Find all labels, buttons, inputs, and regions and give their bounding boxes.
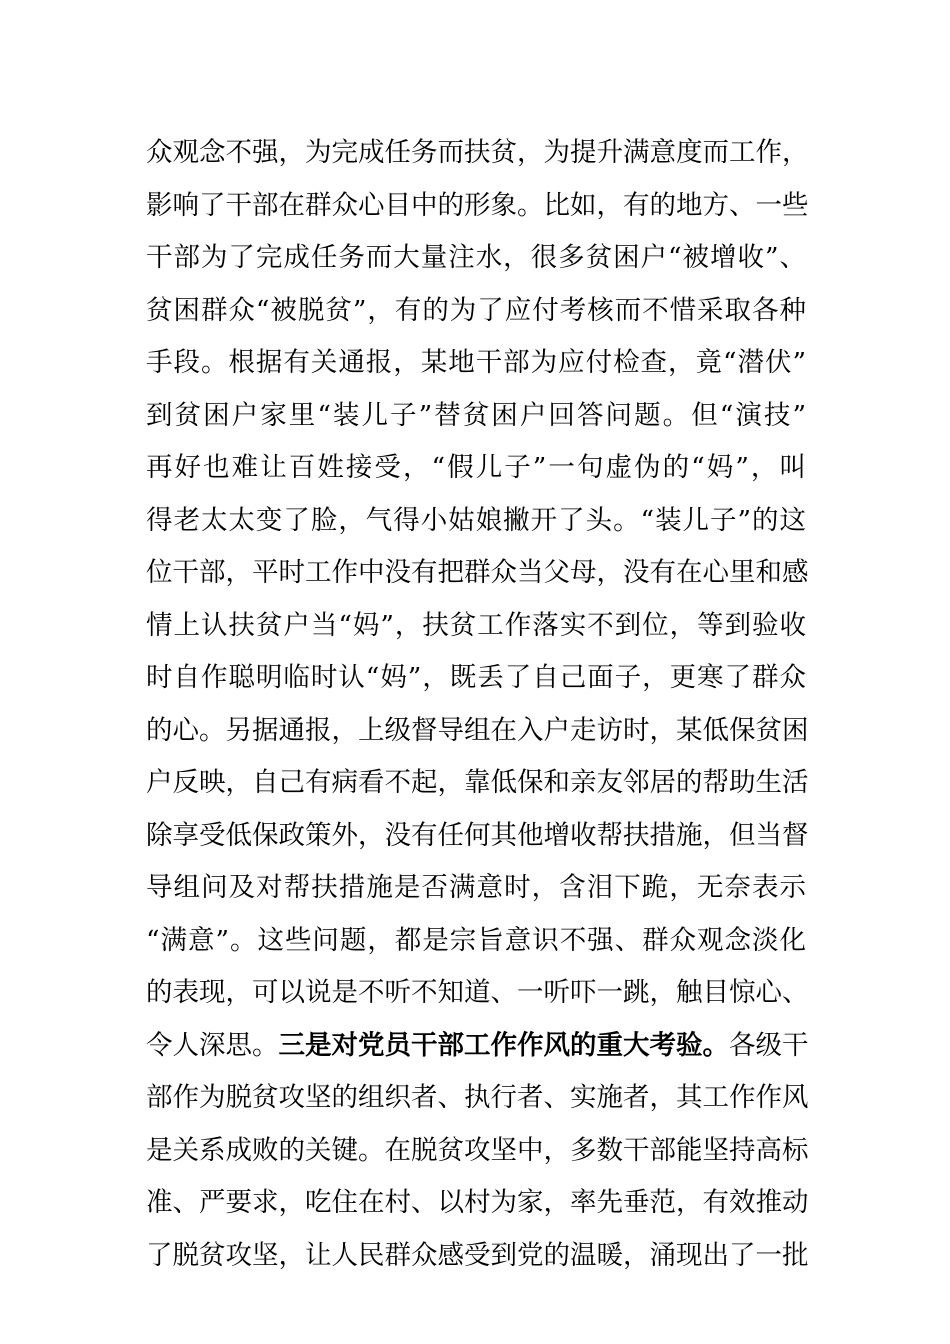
text-line: 到贫困户家里“装儿子”替贫困户回答问题。但“演技” (146, 399, 806, 431)
text-line: 再好也难让百姓接受，“假儿子”一句虚伪的“妈”，叫 (146, 452, 806, 483)
line-suffix: 各级干 (729, 1029, 809, 1061)
text-line: 是关系成败的关键。在脱贫攻坚中，多数干部能坚持高标 (146, 1134, 809, 1166)
line-prefix: 令人深思。 (146, 1029, 279, 1061)
text-line: 时自作聪明临时认“妈”，既丢了自己面子，更寒了群众 (146, 662, 806, 693)
text-line: 手段。根据有关通报，某地干部为应付检查，竟“潜伏” (146, 347, 806, 378)
text-line: 的表现，可以说是不听不知道、一听吓一跳，触目惊心、 (146, 977, 809, 1008)
text-line: 除享受低保政策外，没有任何其他增收帮扶措施，但当督 (146, 819, 809, 851)
text-line: 得老太太变了脸，气得小姑娘撇开了头。“装儿子”的这 (146, 504, 806, 536)
text-line: 了脱贫攻坚，让人民群众感受到党的温暖，涌现出了一批 (146, 1239, 809, 1271)
text-line: 导组问及对帮扶措施是否满意时，含泪下跪，无奈表示 (146, 872, 806, 903)
text-line: 准、严要求，吃住在村、以村为家，率先垂范，有效推动 (146, 1187, 809, 1218)
text-line: 的心。另据通报，上级督导组在入户走访时，某低保贫困 (146, 714, 809, 746)
text-line: 位干部，平时工作中没有把群众当父母，没有在心里和感 (146, 557, 809, 588)
bold-section-heading: 三是对党员干部工作作风的重大考验。 (278, 1029, 729, 1061)
text-line: 影响了干部在群众心目中的形象。比如，有的地方、一些 (146, 189, 809, 221)
text-line: 情上认扶贫户当“妈”，扶贫工作落实不到位，等到验收 (146, 609, 806, 641)
text-line: 部作为脱贫攻坚的组织者、执行者、实施者，其工作作风 (146, 1082, 809, 1113)
text-line-with-bold-heading (146, 1020, 809, 1073)
text-line: “满意”。这些问题，都是宗旨意识不强、群众观念淡化 (146, 924, 806, 956)
text-line: 贫困群众“被脱贫”，有的为了应付考核而不惜采取各种 (146, 294, 806, 326)
text-line: 户反映，自己有病看不起，靠低保和亲友邻居的帮助生活 (146, 767, 809, 798)
text-line: 干部为了完成任务而大量注水，很多贫困户“被增收”、 (146, 242, 806, 273)
body-paragraph (146, 127, 809, 1282)
text-line: 众观念不强，为完成任务而扶贫，为提升满意度而工作， (146, 137, 809, 168)
